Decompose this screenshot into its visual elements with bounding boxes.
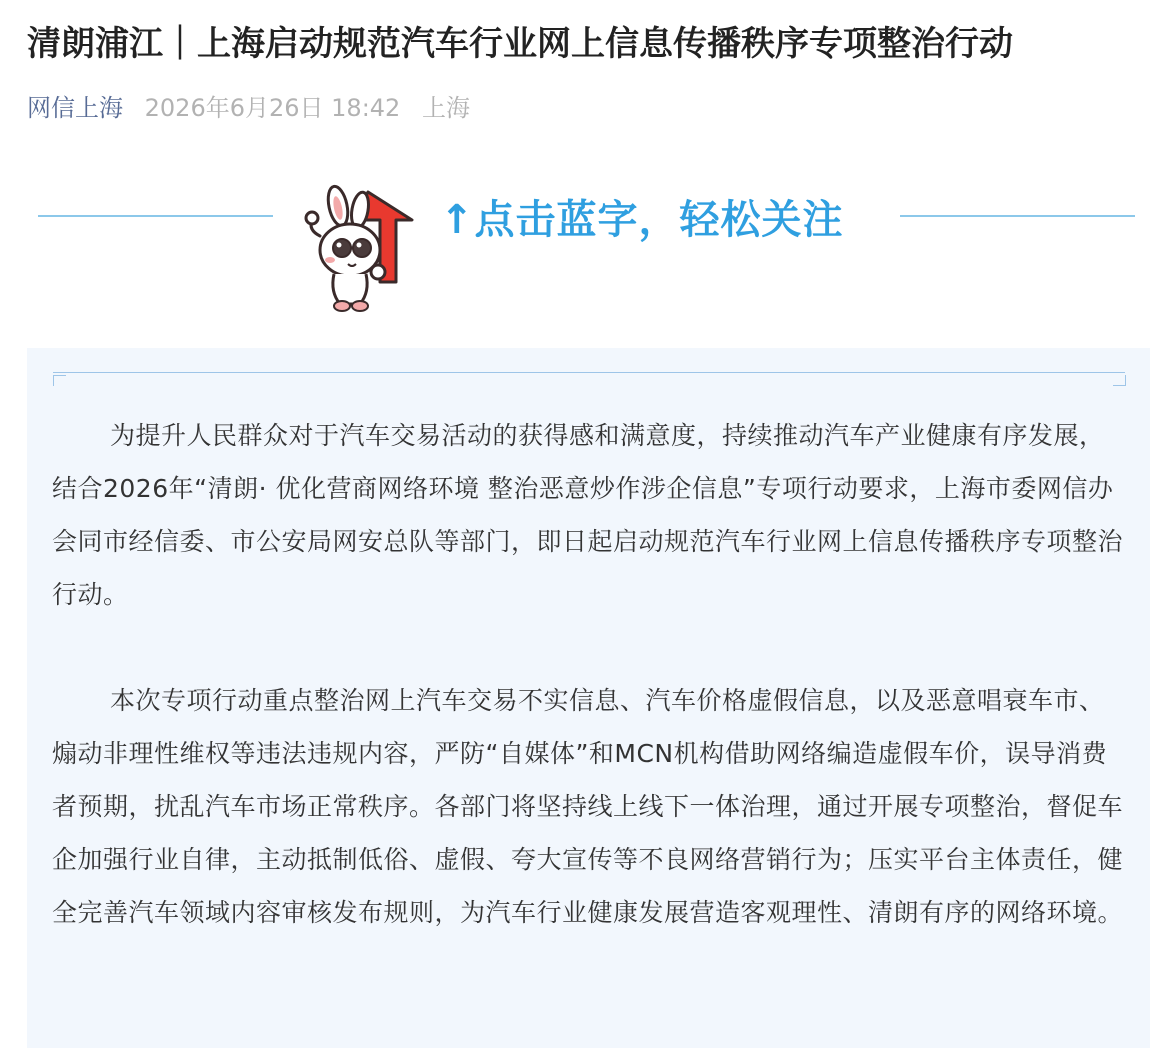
article-content-panel	[27, 348, 1150, 1048]
rabbit-mascot-icon	[300, 180, 430, 315]
panel-corner-left-icon	[53, 375, 66, 386]
article-meta	[27, 92, 470, 124]
follow-prompt-text[interactable]: ↑点击蓝字，轻松关注	[440, 197, 844, 243]
author-link[interactable]: 网信上海	[27, 94, 123, 122]
publish-date: 2026年6月26日 18:42	[144, 94, 401, 122]
follow-banner[interactable]	[0, 180, 1162, 320]
panel-frame-line	[53, 372, 1125, 373]
banner-divider-right	[900, 215, 1135, 217]
article-paragraph-2: 本次专项行动重点整治网上汽车交易不实信息、汽车价格虚假信息，以及恶意唱衰车市、煽动非理性维权等违法违规内容，严防“自媒体”和MCN机构借助网络编造虚假车价，误导消费者预期，扰乱汽车市场正常秩序。各部门将坚持线上线下一体治理，通过开展专项整治，督促车企加强行业自律，主动抵制低俗、虚假、夸大宣传等不良网络营销行为；压实平台主体责任，健全完善汽车领域内容审核发布规则，为汽车行业健康发展营造客观理性、清朗有序的网络环境。	[52, 686, 1124, 927]
panel-corner-right-icon	[1113, 375, 1126, 386]
publish-location: 上海	[421, 94, 470, 122]
banner-divider-left	[38, 215, 273, 217]
article-paragraph-1: 为提升人民群众对于汽车交易活动的获得感和满意度，持续推动汽车产业健康有序发展，结合2026年“清朗· 优化营商网络环境 整治恶意炒作涉企信息”专项行动要求，上海市委网信办会同市经信委、市公安局网安总队等部门，即日起启动规范汽车行业网上信息传播秩序专项整治行动。	[52, 421, 1124, 609]
article-title: 清朗浦江｜上海启动规范汽车行业网上信息传播秩序专项整治行动	[27, 24, 1013, 64]
